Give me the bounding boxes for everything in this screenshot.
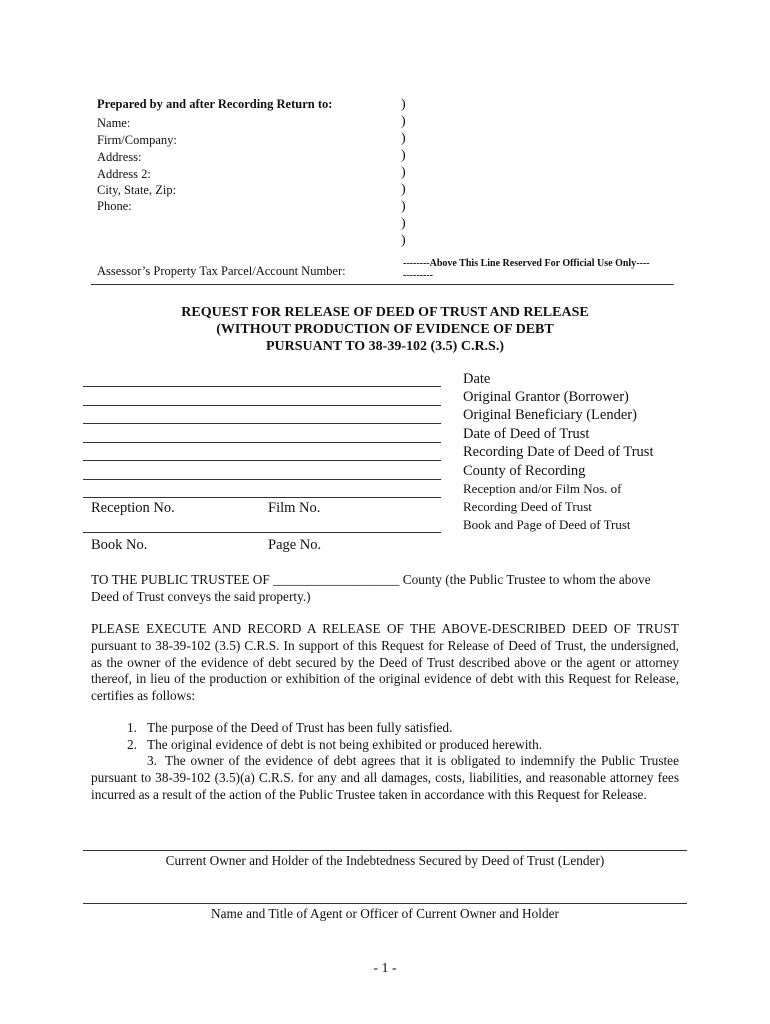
public-trustee-suffix: County (the Public Trustee to whom the above	[399, 572, 651, 587]
field-label-address: Address:	[97, 150, 142, 164]
field-label-name: Name:	[97, 116, 131, 130]
document-title-line2: (WITHOUT PRODUCTION OF EVIDENCE OF DEBT	[216, 322, 554, 337]
reserved-notice-line1: --------Above This Line Reserved For Official Use Only----	[403, 258, 650, 269]
prepared-by-heading: Prepared by and after Recording Return to:	[97, 97, 333, 111]
deed-date-blank-line	[83, 442, 441, 443]
certification-number: 1.	[127, 720, 137, 735]
document-title-line1: REQUEST FOR RELEASE OF DEED OF TRUST AND RELEASE	[181, 305, 589, 320]
paren: )	[401, 165, 406, 180]
recording-deed-label: Recording Deed of Trust	[463, 499, 592, 514]
paren: )	[401, 97, 406, 112]
field-label-firm: Firm/Company:	[97, 133, 177, 147]
county-blank[interactable]: ___________________	[273, 572, 400, 587]
public-trustee-line2: Deed of Trust conveys the said property.)	[91, 588, 311, 604]
book-page-top-line	[83, 532, 441, 533]
agent-signature-line[interactable]	[83, 903, 687, 904]
county-blank-line	[83, 479, 441, 480]
public-trustee-paragraph	[91, 572, 681, 606]
deed-date-label: Date of Deed of Trust	[463, 426, 590, 442]
owner-signature-line[interactable]	[83, 850, 687, 851]
certification-item-2	[97, 737, 679, 754]
public-trustee-prefix: TO THE PUBLIC TRUSTEE OF	[91, 572, 274, 587]
field-label-address2: Address 2:	[97, 167, 151, 181]
recording-date-label: Recording Date of Deed of Trust	[463, 444, 654, 460]
film-no-label: Film No.	[268, 500, 321, 516]
owner-signature-caption: Current Owner and Holder of the Indebtedness Secured by Deed of Trust (Lender)	[165, 853, 605, 868]
paren: )	[401, 182, 406, 197]
document-title-line3: PURSUANT TO 38-39-102 (3.5) C.R.S.)	[265, 339, 504, 354]
certification-text: The original evidence of debt is not being exhibited or produced herewith.	[147, 737, 543, 752]
recording-date-blank-line	[83, 460, 441, 461]
grantor-blank-line	[83, 405, 441, 406]
agent-signature-caption: Name and Title of Agent or Officer of Current Owner and Holder	[211, 906, 559, 921]
certification-text: The owner of the evidence of debt agrees that it is obligated to indemnify the Public Trustee pursuant to 38-39-102 (3.5)(a) C.R.S. for any and all damages, costs, liabilities, and reasonable attorney fees incurred as a result of the action of the Public Trustee taken in accordance with this Request for Release.	[91, 753, 679, 802]
paren: )	[401, 148, 406, 163]
page-no-label: Page No.	[268, 537, 322, 553]
date-blank-line	[83, 386, 441, 387]
certification-number: 3.	[147, 753, 157, 768]
certification-item-3	[91, 753, 679, 803]
official-use-divider	[91, 284, 674, 285]
book-page-deed-label: Book and Page of Deed of Trust	[463, 517, 631, 532]
reserved-notice-line2: ---------	[403, 270, 433, 281]
paren: )	[401, 131, 406, 146]
certification-text: The purpose of the Deed of Trust has been fully satisfied.	[147, 720, 453, 735]
paren-column	[401, 96, 406, 249]
reserved-notice	[403, 258, 650, 282]
certification-number: 2.	[127, 737, 137, 752]
paren: )	[401, 114, 406, 129]
original-beneficiary-label: Original Beneficiary (Lender)	[463, 407, 637, 423]
reception-no-label: Reception No.	[91, 500, 175, 516]
paren: )	[401, 233, 406, 248]
page-number: - 1 -	[373, 961, 397, 976]
reception-film-nos-label: Reception and/or Film Nos. of	[463, 481, 622, 496]
date-label: Date	[463, 371, 491, 387]
reception-film-top-line	[83, 497, 441, 498]
field-label-city-state-zip: City, State, Zip:	[97, 183, 177, 197]
beneficiary-blank-line	[83, 423, 441, 424]
assessor-parcel-label: Assessor’s Property Tax Parcel/Account Number:	[97, 264, 346, 278]
book-no-label: Book No.	[91, 537, 148, 553]
paren: )	[401, 216, 406, 231]
paren: )	[401, 199, 406, 214]
original-grantor-label: Original Grantor (Borrower)	[463, 389, 629, 405]
request-paragraph: PLEASE EXECUTE AND RECORD A RELEASE OF THE ABOVE-DESCRIBED DEED OF TRUST pursuant to 38-39-102 (3.5) C.R.S. In support of this Request for Release of Deed of Trust, the undersigned, as the owner of the evidence of debt secured by the Deed of Trust described above or the agent or attorney thereof, in lieu of the production or exhibition of the original evidence of debt with this Request for Release, certifies as follows:	[91, 621, 679, 704]
field-label-phone: Phone:	[97, 199, 132, 213]
county-of-recording-label: County of Recording	[463, 463, 586, 479]
certification-item-1	[97, 720, 679, 737]
public-trustee-line1	[91, 572, 681, 589]
